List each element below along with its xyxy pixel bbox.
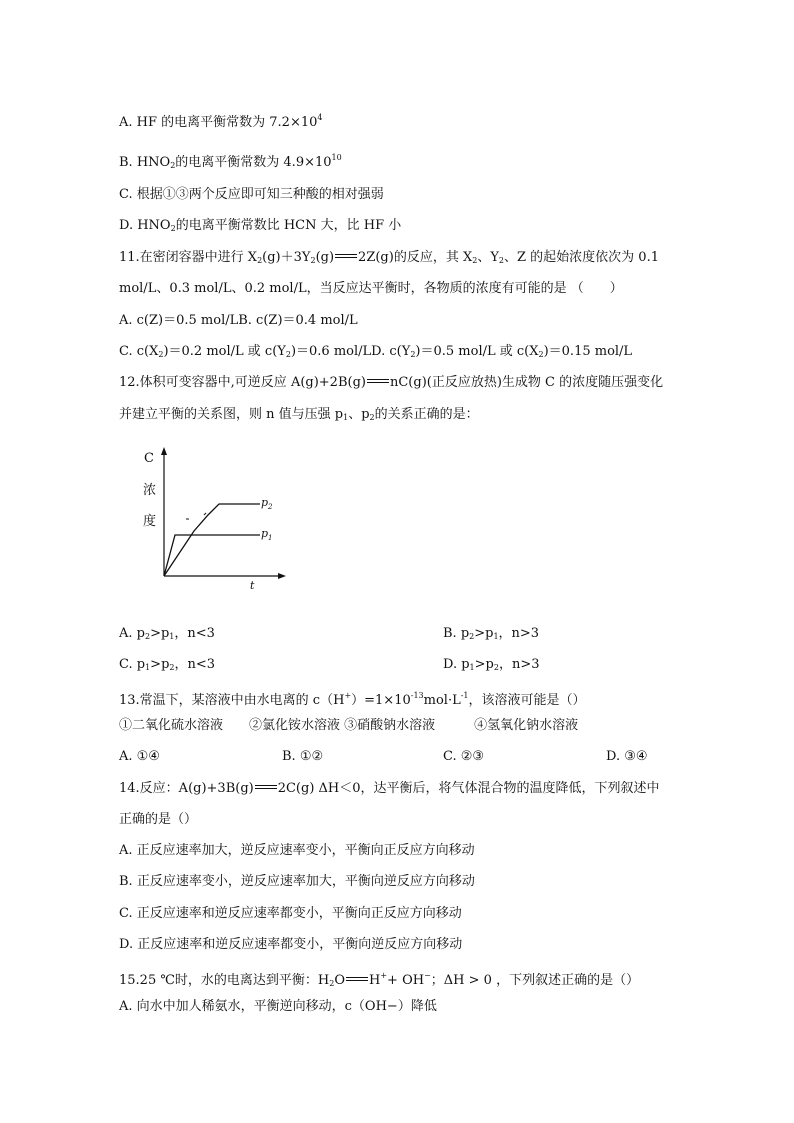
q11-subscript: 2 — [498, 256, 504, 265]
q13-stem — [119, 688, 586, 709]
x-axis-arrow-icon — [278, 573, 286, 579]
q11-options-ab: A. c(Z)＝0.5 mol/LB. c(Z)＝0.4 mol/L — [119, 313, 358, 328]
q11-text: (g)＋3Y — [262, 250, 311, 265]
equilibrium-arrow-icon — [255, 784, 277, 790]
q12-subscript: 1 — [169, 632, 175, 641]
q12-text: ，n>3 — [498, 657, 540, 672]
q10-option-d-text-2: 的电离平衡常数比 HCN 大，比 HF 小 — [175, 218, 402, 233]
q13-text: ，该溶液可能是（） — [468, 693, 586, 708]
q12-text: 的关系正确的是： — [374, 407, 479, 422]
q12-option-a — [119, 626, 215, 645]
equilibrium-arrow-icon — [367, 378, 389, 384]
q12-stem-line-1 — [119, 375, 663, 391]
q14-option-d: D. 正反应速率和逆反应速率都变小，平衡向逆反应方向移动 — [119, 937, 463, 952]
q11-text: 、Y — [477, 250, 499, 265]
q10-option-a-exponent: 4 — [317, 113, 323, 122]
q12-subscript: 1 — [469, 663, 475, 672]
q12-option-d — [443, 657, 540, 676]
q15-stem — [119, 968, 639, 992]
q11-text: )＝0.6 mol/LD. c(Y — [290, 344, 411, 359]
q12-text: 、p — [348, 407, 370, 422]
q10-option-b — [119, 150, 342, 174]
q14-option-b: B. 正反应速率变小，逆反应速率加大，平衡向逆反应方向移动 — [119, 874, 475, 889]
q12-text: ，n<3 — [174, 657, 216, 672]
q12-subscript: 1 — [343, 413, 349, 422]
q12-subscript: 2 — [169, 663, 175, 672]
x-axis-label-t: t — [250, 579, 255, 592]
q15-text: ；ΔH > 0 ，下列叙述正确的是（） — [430, 973, 640, 988]
q12-text: >p — [474, 657, 494, 672]
q12-text: ，n<3 — [174, 626, 215, 641]
q14-text: 14.反应：A(g)+3B(g) — [119, 781, 254, 796]
q12-subscript: 2 — [493, 663, 499, 672]
q13-superscript: + — [344, 691, 352, 700]
q11-text: C. c(X — [119, 344, 159, 359]
q15-superscript: + — [380, 971, 388, 980]
q12-subscript: 2 — [144, 632, 151, 641]
q12-text: nC(g)(正反应放热)生成物 C 的浓度随压强变化 — [389, 375, 664, 390]
q11-text: 、Z 的起始浓度依次为 0.1 — [504, 250, 659, 265]
q12-subscript: 1 — [493, 632, 499, 641]
q13-option-a: A. ①④ — [119, 749, 160, 764]
q15-text: O — [334, 973, 345, 988]
q10-option-b-text-2: 的电离平衡常数为 4.9×10 — [175, 155, 332, 170]
q11-stem-line-2: mol/L、0.3 mol/L、0.2 mol/L，当反应达平衡时，各物质的浓度有可能的是 （ ） — [119, 281, 623, 296]
curve-p1-label: $p_1$ — [261, 527, 273, 542]
q13-superscript: -1 — [460, 691, 469, 700]
q13-text: 13.常温下，某溶液中由水电离的 c（H — [119, 693, 345, 708]
q11-text: )＝0.2 mol/L 或 c(Y — [163, 344, 286, 359]
q13-text: mol·L — [423, 693, 461, 708]
q10-option-a-text: A. HF 的电离平衡常数为 7.2×10 — [119, 115, 318, 130]
q10-option-d-text: D. HNO — [119, 218, 171, 233]
y-axis-arrow-icon — [161, 447, 167, 455]
q12-text: >p — [150, 626, 170, 641]
q13-text: ）=1×10 — [351, 693, 411, 708]
y-axis-label-du: 度 — [143, 514, 157, 529]
q14-stem-line-1 — [119, 781, 660, 797]
q11-subscript: 2 — [310, 256, 316, 265]
q14-option-a: A. 正反应速率加大，逆反应速率变小，平衡向正反应方向移动 — [119, 843, 475, 858]
q12-subscript: 2 — [469, 632, 475, 641]
q14-text: 2C(g) ΔH＜0，达平衡后，将气体混合物的温度降低，下列叙述中 — [277, 781, 660, 796]
q15-text: 15.25 ℃时，水的电离达到平衡：H — [119, 973, 330, 988]
curve-p2-label: $p_2$ — [261, 496, 273, 511]
q12-stem-line-2 — [119, 407, 479, 426]
q10-option-b-subscript: 2 — [170, 161, 176, 170]
q15-superscript: − — [424, 971, 431, 980]
q10-option-b-exponent: 10 — [331, 153, 342, 162]
q11-subscript: 2 — [410, 350, 416, 359]
q12-text: >p — [150, 657, 170, 672]
q10-option-c: C. 根据①③两个反应即可知三种酸的相对强弱 — [119, 187, 384, 202]
q10-option-b-text: B. HNO — [119, 155, 171, 170]
q15-text: H — [369, 973, 381, 988]
q12-text: A. p — [119, 626, 145, 641]
q11-text: )＝0.15 mol/L — [543, 344, 633, 359]
graph-tick-mark — [204, 513, 206, 515]
q11-text: 11.在密闭容器中进行 X — [119, 250, 258, 265]
q11-text: 2Z(g)的反应，其 X — [358, 250, 473, 265]
q12-option-c — [119, 657, 215, 676]
q11-subscript: 2 — [472, 256, 478, 265]
q10-option-d — [119, 218, 401, 237]
y-axis-label-nong: 浓 — [143, 483, 157, 498]
q11-subscript: 2 — [257, 256, 263, 265]
q12-subscript: 1 — [145, 663, 151, 672]
q13-superscript: -13 — [410, 691, 424, 700]
q11-subscript: 2 — [158, 350, 164, 359]
q13-option-d: D. ③④ — [606, 749, 648, 764]
q14-option-c: C. 正反应速率和逆反应速率都变小，平衡向正反应方向移动 — [119, 906, 462, 921]
q12-text: 12.体积可变容器中,可逆反应 A(g)+2B(g) — [119, 375, 366, 390]
q14-stem-line-2: 正确的是（） — [119, 812, 198, 827]
q11-text: (g) — [315, 250, 335, 265]
q11-text: )＝0.5 mol/L 或 c(X — [415, 344, 539, 359]
q13-option-b: B. ①② — [282, 749, 324, 764]
q10-option-d-subscript: 2 — [170, 224, 176, 233]
q12-text: C. p — [119, 657, 146, 672]
q10-option-a — [119, 110, 322, 131]
q12-text: D. p — [443, 657, 470, 672]
q13-items: ①二氧化硫水溶液 ②氯化铵水溶液 ③硝酸钠水溶液 ④氢氧化钠水溶液 — [119, 718, 579, 733]
q12-subscript: 2 — [369, 413, 375, 422]
equilibrium-arrow-icon — [346, 976, 368, 982]
q12-text: B. p — [443, 626, 470, 641]
equilibrium-arrow-icon — [335, 253, 357, 259]
q15-option-a: A. 向水中加人稀氨水，平衡逆向移动，c（OH−）降低 — [119, 999, 437, 1014]
q11-subscript: 2 — [285, 350, 291, 359]
q15-subscript: 2 — [329, 979, 335, 988]
curve-p2 — [164, 504, 260, 576]
y-axis-label-c: C — [144, 451, 154, 466]
q12-text: ，n>3 — [498, 626, 540, 641]
q12-option-b — [443, 626, 539, 645]
q13-option-c: C. ②③ — [443, 749, 485, 764]
q12-text: >p — [474, 626, 494, 641]
q11-options-cd — [119, 344, 632, 363]
q15-text: + OH — [387, 973, 425, 988]
q11-subscript: 2 — [538, 350, 544, 359]
q11-stem-line-1 — [119, 250, 659, 269]
q12-text: 并建立平衡的关系图，则 n 值与压强 p — [119, 407, 344, 422]
concentration-pressure-graph — [140, 445, 290, 595]
